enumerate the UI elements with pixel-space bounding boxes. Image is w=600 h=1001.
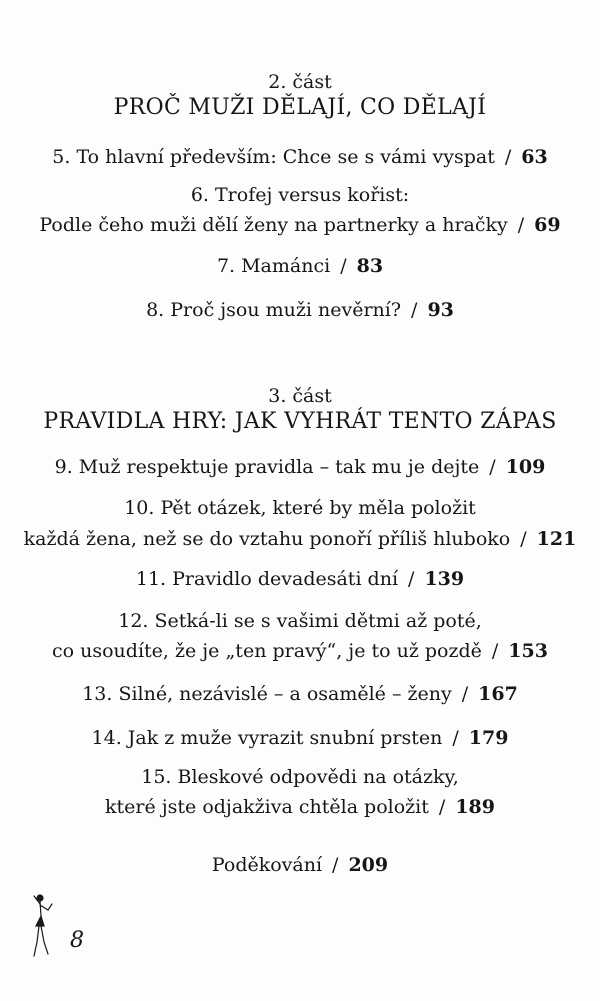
page-number: 93: [427, 299, 454, 321]
toc-entry: [0, 455, 600, 479]
toc-entry-line: 15. Bleskové odpovědi na otázky,: [141, 766, 459, 788]
entry-title: každá žena, než se do vztahu ponoří příliš hluboko: [23, 528, 511, 550]
toc-entry: [0, 639, 600, 663]
page-separator: /: [408, 568, 415, 590]
page-number: 167: [478, 683, 518, 705]
page-separator: /: [491, 640, 499, 662]
page-number: 69: [534, 214, 561, 236]
page-number: 63: [521, 146, 548, 168]
page-separator: /: [452, 727, 459, 749]
page-separator: /: [340, 255, 347, 277]
page-number: 83: [356, 255, 384, 277]
entry-title: 7. Mamánci: [216, 255, 331, 277]
toc-entry-line: 12. Setká-li se s vašimi dětmi až poté,: [118, 610, 482, 632]
toc-entry: [0, 567, 600, 591]
entry-title: 11. Pravidlo devadesáti dní: [135, 568, 399, 590]
entry-title: které jste odjakživa chtěla položit: [105, 796, 429, 818]
toc-entry: [0, 145, 600, 169]
page-number: 109: [505, 456, 546, 478]
toc-entry: [0, 795, 600, 819]
toc-entry-line: 10. Pět otázek, které by měla položit: [124, 497, 476, 519]
entry-title: 13. Silné, nezávislé – a osamělé – ženy: [82, 683, 452, 705]
toc-entry: [0, 298, 600, 322]
page-number: 179: [468, 727, 509, 749]
entry-title: Podle čeho muži dělí ženy na partnerky a hračky: [39, 214, 508, 236]
page-separator: /: [520, 528, 527, 550]
toc-entry: [0, 527, 600, 551]
page-folio: 8: [70, 928, 84, 953]
toc-entry: [0, 682, 600, 706]
page-separator: /: [461, 683, 469, 705]
page-number: 121: [536, 528, 577, 550]
page-number: 153: [508, 640, 548, 662]
page-separator: /: [489, 456, 496, 478]
page-number: 139: [424, 568, 465, 590]
page-number: 189: [455, 796, 495, 818]
toc-entry-line: 6. Trofej versus kořist:: [190, 184, 410, 206]
part3-label: 3. část: [268, 385, 332, 407]
page-separator: /: [504, 146, 512, 168]
entry-title: 8. Proč jsou muži nevěrní?: [146, 299, 402, 321]
entry-title: co usoudíte, že je „ten pravý“, je to už pozdě: [52, 640, 482, 662]
part3-title: PRAVIDLA HRY: JAK VYHRÁT TENTO ZÁPAS: [43, 409, 557, 434]
entry-title: Poděkování: [211, 854, 323, 876]
entry-title: 14. Jak z muže vyrazit snubní prsten: [91, 727, 443, 749]
dancer-figure-icon: [30, 890, 60, 960]
toc-entry: [0, 853, 600, 877]
page-separator: /: [332, 854, 339, 876]
page-separator: /: [411, 299, 418, 321]
page-number: 209: [348, 854, 389, 876]
toc-entry: [0, 213, 600, 237]
part2-title: PROČ MUŽI DĚLAJÍ, CO DĚLAJÍ: [113, 95, 487, 120]
part2-label: 2. část: [268, 71, 332, 93]
toc-entry: [0, 254, 600, 278]
page-separator: /: [517, 214, 525, 236]
toc-entry: [0, 726, 600, 750]
entry-title: 5. To hlavní především: Chce se s vámi vyspat: [52, 146, 495, 168]
entry-title: 9. Muž respektuje pravidla – tak mu je dejte: [54, 456, 480, 478]
page-separator: /: [438, 796, 446, 818]
